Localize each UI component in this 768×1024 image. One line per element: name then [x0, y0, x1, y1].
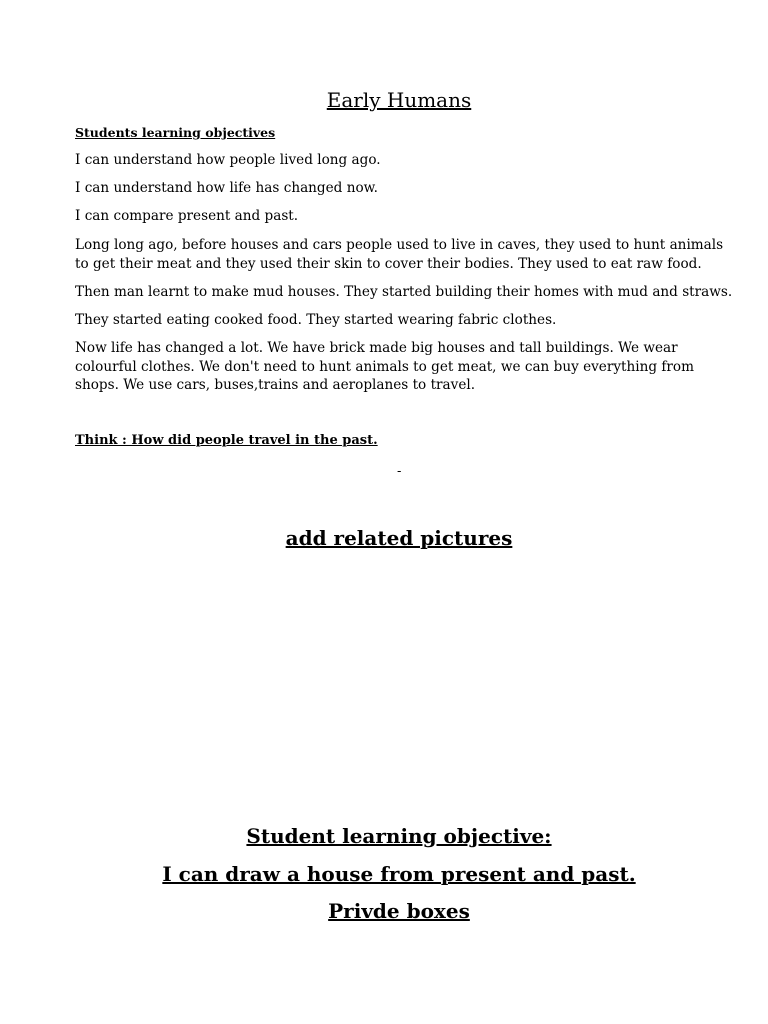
second-objective-heading: Student learning objective: [246, 824, 552, 848]
document-title: Early Humans [326, 88, 472, 112]
objective-line: I can understand how people lived long ago. [75, 152, 381, 168]
pictures-note: add related pictures [285, 526, 513, 550]
dash-mark: - [397, 464, 402, 479]
paragraph-modern-life: Now life has changed a lot. We have brick made big houses and tall buildings. We wear colourful clothes. We don't need to hunt animals to get meat, we can buy everything from shops. We use cars, buses,trains and aeroplanes to travel. [75, 340, 694, 393]
paragraph-mud-houses: Then man learnt to make mud houses. They started building their homes with mud and straws. [75, 284, 733, 300]
boxes-note: Privde boxes [328, 899, 470, 923]
paragraph-cooked-food: They started eating cooked food. They started wearing fabric clothes. [75, 312, 557, 328]
objective-line: I can compare present and past. [75, 208, 299, 224]
objectives-heading: Students learning objectives [75, 125, 276, 140]
paragraph-caves: Long long ago, before houses and cars people used to live in caves, they used to hunt animals to get their meat and they used their skin to cover their bodies. They used to eat raw food. [75, 237, 724, 272]
objective-line: I can understand how life has changed now. [75, 180, 378, 196]
think-prompt: Think : How did people travel in the past. [75, 433, 378, 448]
second-objective: I can draw a house from present and past. [162, 862, 636, 886]
